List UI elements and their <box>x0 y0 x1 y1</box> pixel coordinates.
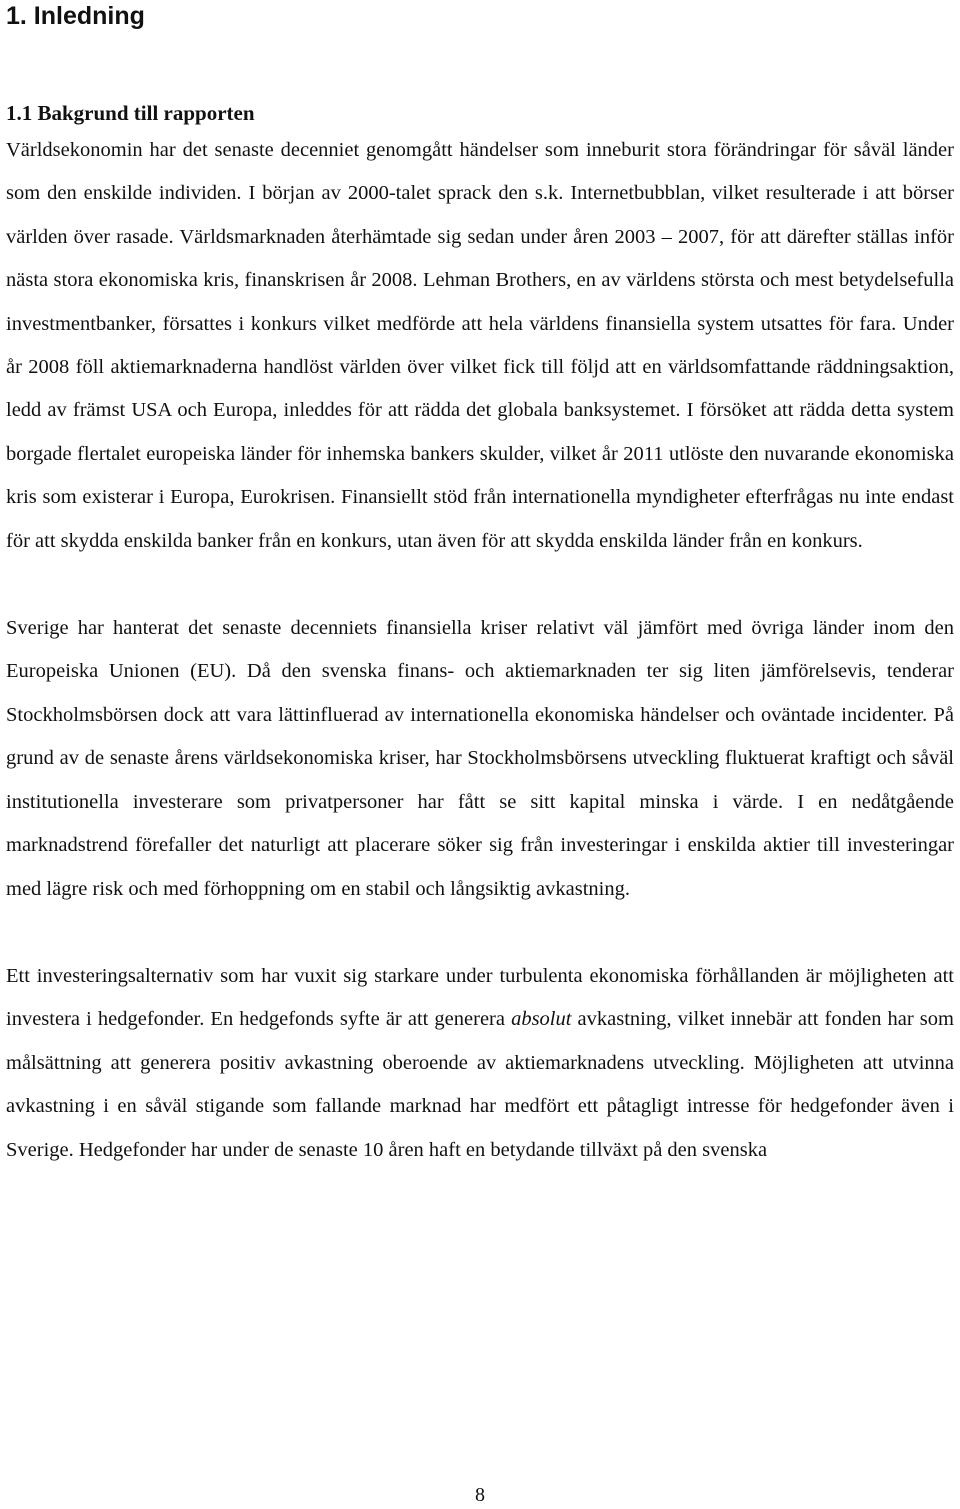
paragraph-3-text-end: avkastning, vilket innebär att fonden har som målsättning att generera positiv avkastning oberoende av aktiemarknadens utveckling. Möjligheten att utvinna avkastning i en såväl stigande som fallande marknad har medfört ett påtagligt intresse för hedgefonder även i Sverige. Hedgefonder har under de senaste 10 åren haft en betydande tillväxt på den svenska <box>6 1008 954 1161</box>
document-page <box>6 0 954 1172</box>
paragraph-1: Världsekonomin har det senaste decenniet genomgått händelser som inneburit stora förändringar för såväl länder som den enskilde individen. I början av 2000-talet sprack den s.k. Internetbubblan, vilket resulterade i att börser världen över rasade. Världsmarknaden återhämtade sig sedan under åren 2003 – 2007, för att därefter ställas inför nästa stora ekonomiska kris, finanskrisen år 2008. Lehman Brothers, en av världens största och mest betydelsefulla investmentbanker, försattes i konkurs vilket medförde att hela världens finansiella system utsattes för fara. Under år 2008 föll aktiemarknaderna handlöst världen över vilket fick till följd att en världsomfattande räddningsaktion, ledd av främst USA och Europa, inleddes för att rädda det globala banksystemet. I försöket att rädda detta system borgade flertalet europeiska länder för inhemska bankers skulder, vilket år 2011 utlöste den nuvarande ekonomiska kris som existerar i Europa, Eurokrisen. Finansiellt stöd från internationella myndigheter efterfrågas nu inte endast för att skydda enskilda banker från en konkurs, utan även för att skydda enskilda länder från en konkurs. <box>6 139 954 552</box>
section-title: 1.1 Bakgrund till rapporten <box>6 101 255 125</box>
chapter-title: 1. Inledning <box>6 2 145 30</box>
paragraph-3-text-start: Ett investeringsalternativ som har vuxit sig starkare under turbulenta ekonomiska förhållanden är möjligheten att investera i hedgefonder. En hedgefonds syfte är att generera <box>6 964 954 1031</box>
emphasized-word: absolut <box>511 1008 572 1031</box>
paragraph-2: Sverige har hanterat det senaste decenniets finansiella kriser relativt väl jämfört med övriga länder inom den Europeiska Unionen (EU). Då den svenska finans- och aktiemarknaden ter sig liten jämförelsevis, tenderar Stockholmsbörsen dock att vara lättinfluerad av internationella ekonomiska händelser och oväntade incidenter. På grund av de senaste årens världsekonomiska kriser, har Stockholmsbörsens utveckling fluktuerat kraftigt och såväl institutionella investerare som privatpersoner har fått se sitt kapital minska i värde. I en nedåtgående marknadstrend förefaller det naturligt att placerare söker sig från investeringar i enskilda aktier till investeringar med lägre risk och med förhoppning om en stabil och långsiktig avkastning. <box>6 617 954 900</box>
page-number: 8 <box>475 1484 485 1506</box>
paragraph-3 <box>6 955 954 1172</box>
